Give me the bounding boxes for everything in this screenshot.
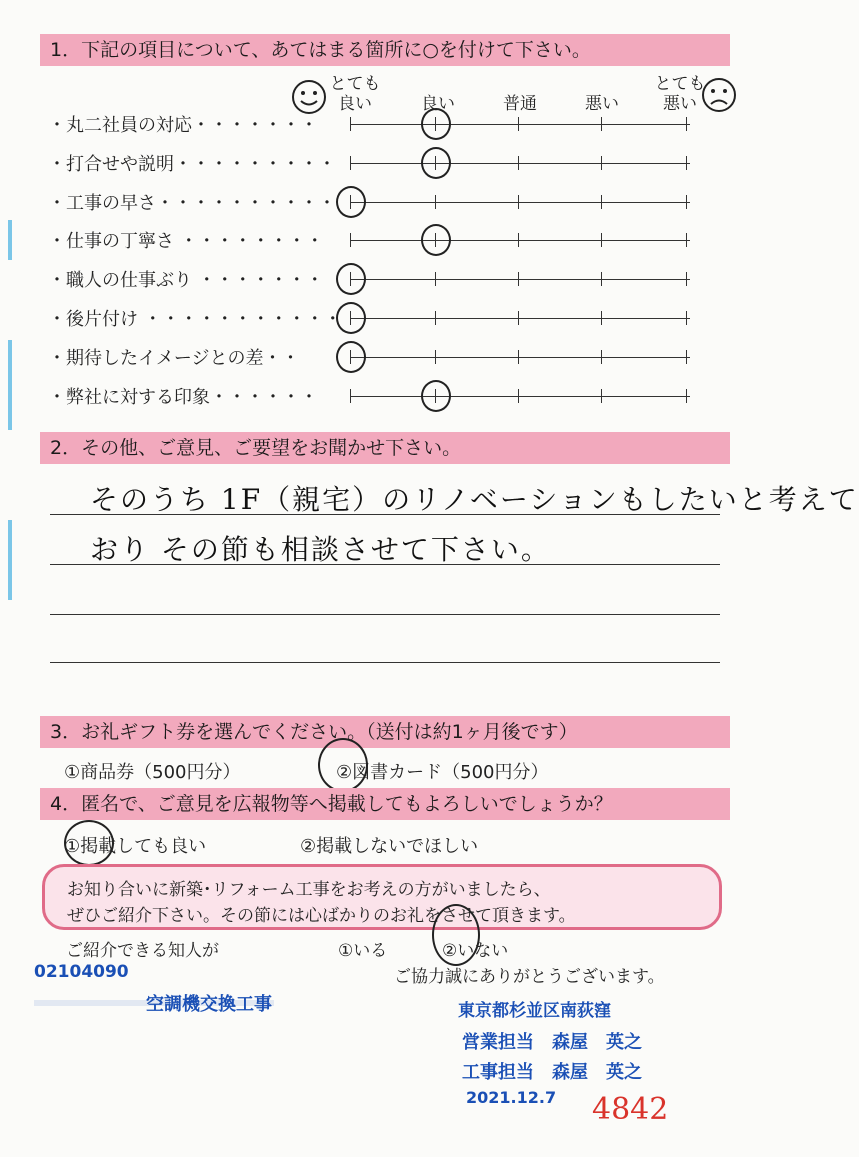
answer-line bbox=[50, 662, 720, 663]
rating-tick[interactable] bbox=[435, 311, 436, 325]
rating-tick[interactable] bbox=[686, 272, 687, 286]
rating-item-label: ・丸二社員の対応・・・・・・・ bbox=[48, 115, 318, 136]
rating-scale-line bbox=[350, 396, 690, 397]
rating-tick[interactable] bbox=[601, 195, 602, 209]
q3-title: 3．お礼ギフト券を選んでください。（送付は約1ヶ月後です） bbox=[40, 716, 730, 748]
rating-scale-line bbox=[350, 163, 690, 164]
rating-item-label: ・職人の仕事ぶり ・・・・・・・ bbox=[48, 270, 324, 291]
scale-label-good: 良い bbox=[421, 94, 455, 114]
work-type: 空調機交換工事 bbox=[146, 994, 272, 1015]
referral-notice-box bbox=[42, 864, 722, 930]
rating-tick[interactable] bbox=[686, 233, 687, 247]
rating-tick[interactable] bbox=[518, 156, 519, 170]
rating-tick[interactable] bbox=[518, 350, 519, 364]
selection-circle bbox=[432, 904, 480, 966]
rating-item-label: ・仕事の丁寧さ ・・・・・・・・ bbox=[48, 231, 324, 252]
thanks-text: ご協力誠にありがとうございます。 bbox=[394, 967, 665, 987]
rating-scale-line bbox=[350, 202, 690, 203]
rating-selection-circle bbox=[421, 147, 451, 179]
rating-tick[interactable] bbox=[350, 156, 351, 170]
scale-label-average: 普通 bbox=[503, 94, 537, 114]
rating-selection-circle bbox=[421, 108, 451, 140]
margin-mark bbox=[8, 220, 12, 260]
rating-tick[interactable] bbox=[601, 389, 602, 403]
rating-selection-circle bbox=[336, 302, 366, 334]
rating-tick[interactable] bbox=[686, 311, 687, 325]
margin-mark bbox=[8, 520, 12, 600]
rating-scale-line bbox=[350, 240, 690, 241]
answer-line bbox=[50, 614, 720, 615]
rating-tick[interactable] bbox=[686, 117, 687, 131]
date: 2021.12.7 bbox=[466, 1088, 557, 1107]
rating-tick[interactable] bbox=[350, 233, 351, 247]
rating-tick[interactable] bbox=[686, 195, 687, 209]
rating-item-label: ・弊社に対する印象・・・・・・ bbox=[48, 387, 318, 408]
handwritten-number: 4842 bbox=[592, 1092, 669, 1127]
rating-tick[interactable] bbox=[518, 195, 519, 209]
rating-item-label: ・工事の早さ・・・・・・・・・・ bbox=[48, 193, 336, 214]
rating-tick[interactable] bbox=[518, 389, 519, 403]
q3-option-2[interactable]: ②図書カード（500円分） bbox=[336, 762, 549, 783]
scale-label-very-good: とても 良い bbox=[329, 74, 381, 114]
rating-selection-circle bbox=[336, 186, 366, 218]
margin-mark bbox=[8, 340, 12, 430]
rating-tick[interactable] bbox=[601, 272, 602, 286]
referral-label: ご紹介できる知人が bbox=[66, 941, 219, 961]
rating-item-label: ・打合せや説明・・・・・・・・・ bbox=[48, 154, 336, 175]
q4-option-1[interactable]: ①掲載しても良い bbox=[64, 836, 207, 857]
rating-tick[interactable] bbox=[435, 350, 436, 364]
rating-tick[interactable] bbox=[350, 389, 351, 403]
q4-title: 4．匿名で、ご意見を広報物等へ掲載してもよろしいでしょうか？ bbox=[40, 788, 730, 820]
comment-line-2: おり その節も相談させて下さい。 bbox=[90, 533, 551, 566]
rating-tick[interactable] bbox=[601, 311, 602, 325]
q3-option-1[interactable]: ①商品券（500円分） bbox=[64, 762, 241, 783]
rating-tick[interactable] bbox=[435, 272, 436, 286]
rating-tick[interactable] bbox=[350, 117, 351, 131]
rating-tick[interactable] bbox=[686, 156, 687, 170]
sales-rep: 営業担当 森屋 英之 bbox=[462, 1032, 642, 1053]
rating-tick[interactable] bbox=[518, 311, 519, 325]
rating-tick[interactable] bbox=[601, 156, 602, 170]
rating-tick[interactable] bbox=[435, 195, 436, 209]
rating-scale-line bbox=[350, 318, 690, 319]
comment-line-1: そのうち 1F（親宅）のリノベーションもしたいと考えて bbox=[90, 483, 859, 516]
scale-label-very-bad: とても 悪い bbox=[654, 74, 706, 114]
referral-option-1[interactable]: ①いる bbox=[338, 941, 388, 961]
rating-tick[interactable] bbox=[686, 350, 687, 364]
customer-code: 02104090 bbox=[34, 962, 129, 982]
rating-selection-circle bbox=[336, 263, 366, 295]
rating-item-label: ・期待したイメージとの差・・ bbox=[48, 348, 300, 369]
q2-title: 2．その他、ご意見、ご要望をお聞かせ下さい。 bbox=[40, 432, 730, 464]
rating-tick[interactable] bbox=[518, 272, 519, 286]
rating-selection-circle bbox=[421, 224, 451, 256]
selection-circle bbox=[64, 820, 114, 866]
rating-scale-line bbox=[350, 357, 690, 358]
address: 東京都杉並区南荻窪 bbox=[458, 1001, 611, 1021]
q4-option-2[interactable]: ②掲載しないでほしい bbox=[300, 836, 479, 857]
rating-item-label: ・後片付け ・・・・・・・・・・・ bbox=[48, 309, 342, 330]
referral-option-2[interactable]: ②いない bbox=[442, 941, 509, 961]
rating-selection-circle bbox=[336, 341, 366, 373]
rating-tick[interactable] bbox=[601, 233, 602, 247]
rating-scale-line bbox=[350, 279, 690, 280]
notice-line-2: ぜひご紹介下さい。その節には心ばかりのお礼をさせて頂きます。 bbox=[67, 906, 576, 926]
selection-circle bbox=[318, 738, 368, 792]
scale-label-bad: 悪い bbox=[585, 94, 619, 114]
rating-selection-circle bbox=[421, 380, 451, 412]
rating-tick[interactable] bbox=[601, 117, 602, 131]
rating-tick[interactable] bbox=[518, 117, 519, 131]
rating-tick[interactable] bbox=[518, 233, 519, 247]
q1-title: 1．下記の項目について、あてはまる箇所に○を付けて下さい。 bbox=[40, 34, 730, 66]
rating-scale-line bbox=[350, 124, 690, 125]
rating-tick[interactable] bbox=[601, 350, 602, 364]
notice-line-1: お知り合いに新築･リフォーム工事をお考えの方がいましたら、 bbox=[67, 880, 551, 900]
rating-tick[interactable] bbox=[686, 389, 687, 403]
construction-rep: 工事担当 森屋 英之 bbox=[462, 1062, 642, 1083]
